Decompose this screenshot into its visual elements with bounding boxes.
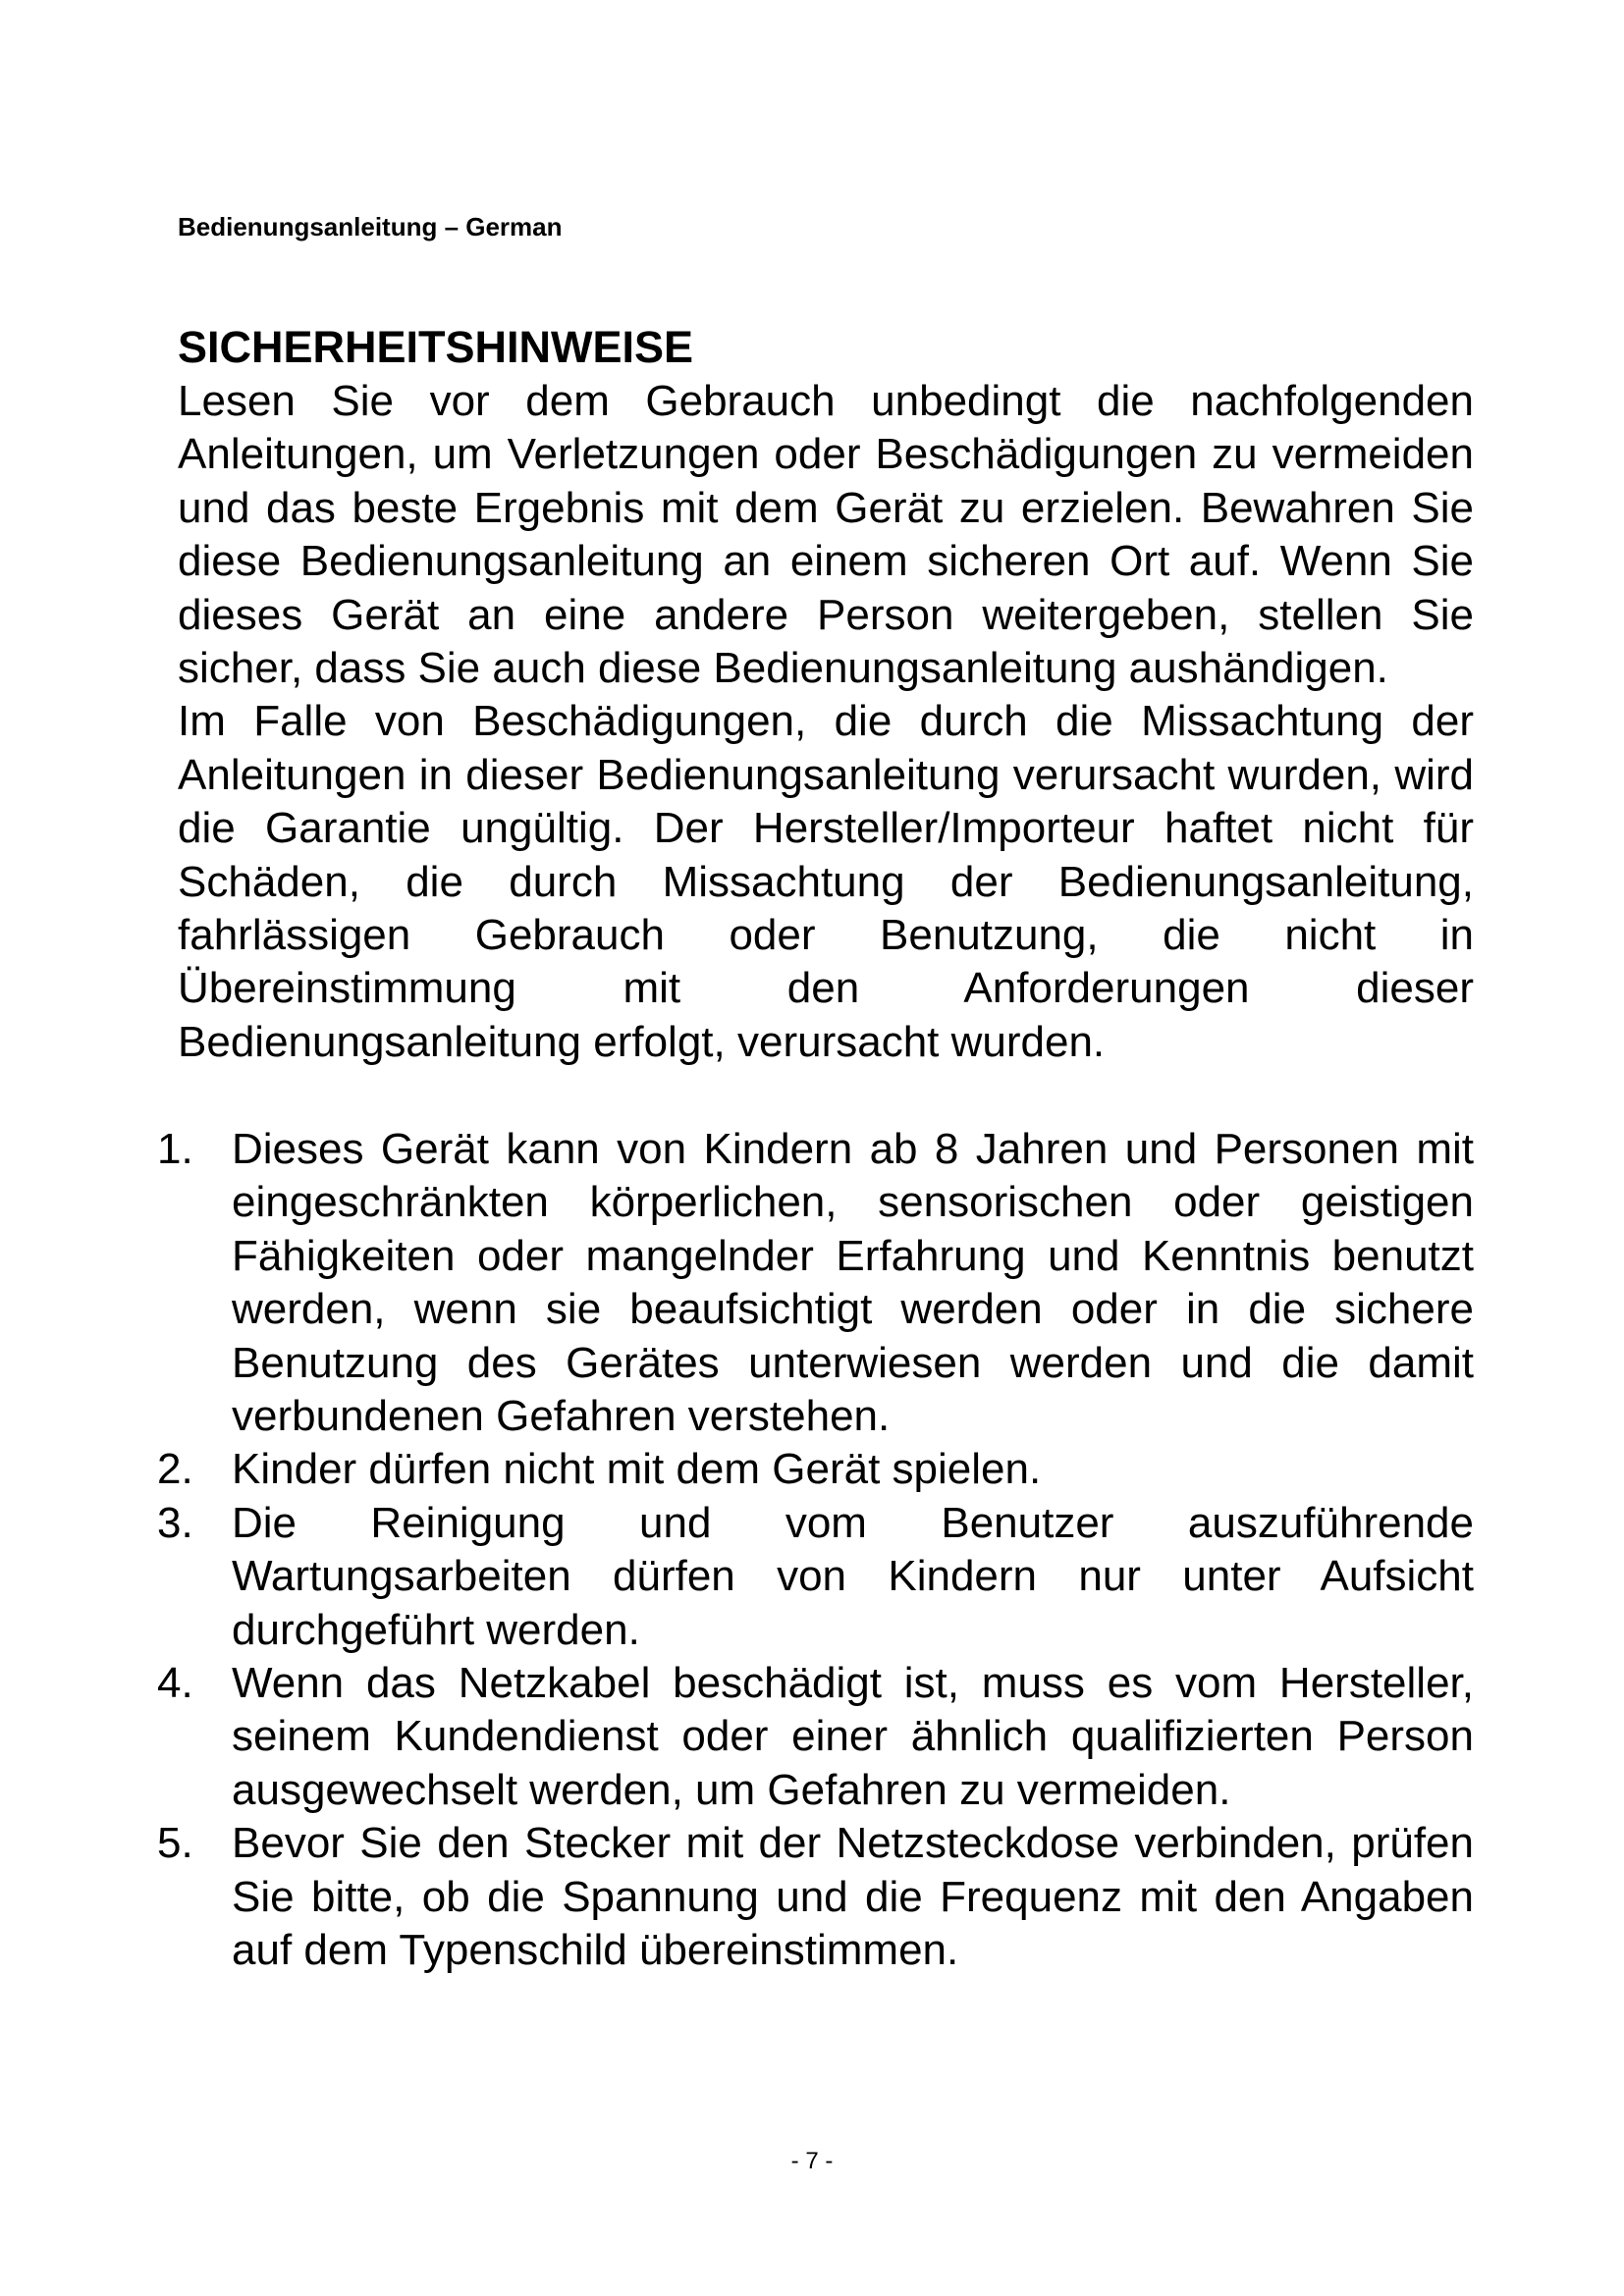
intro-paragraph: Lesen Sie vor dem Gebrauch unbedingt die nachfolgenden Anleitungen, um Verletzungen oder Beschädigungen zu vermeiden und das beste Ergebnis mit dem Gerät zu erzielen. Bewahren Sie diese Bedienungsanleitung an einem sicheren Ort auf. Wenn Sie dieses Gerät an eine andere Person weitergeben, stellen Sie sicher, dass Sie auch diese Bedienungsanleitung aushändigen. (178, 377, 1474, 693)
page-number: - 7 - (790, 2148, 834, 2174)
intro-text (178, 375, 1474, 1069)
item-number: 1. (157, 1125, 193, 1173)
item-text: Die Reinigung und vom Benutzer auszuführende Wartungsarbeiten dürfen von Kindern nur unter Aufsicht durchgeführt werden. (232, 1498, 1474, 1654)
item-number: 5. (157, 1819, 193, 1868)
item-text: Kinder dürfen nicht mit dem Gerät spielen. (232, 1445, 1042, 1494)
item-text: Dieses Gerät kann von Kindern ab 8 Jahren und Personen mit eingeschränkten körperlichen, sensorischen oder geistigen Fähigkeiten oder mangelnder Erfahrung und Kenntnis benutzt werden, wenn sie beaufsichtigt werden oder in die sichere Benutzung des Gerätes unterwiesen werden und die damit verbundenen Gefahren verstehen. (232, 1125, 1474, 1441)
item-text: Wenn das Netzkabel beschädigt ist, muss es vom Hersteller, seinem Kundendienst oder einer ähnlich qualifizierten Person ausgewechselt werden, um Gefahren zu vermeiden. (232, 1659, 1474, 1814)
safety-item (147, 1497, 1474, 1657)
item-number: 2. (157, 1445, 193, 1494)
running-header: Bedienungsanleitung – German (178, 212, 563, 241)
safety-list (147, 1123, 1474, 1978)
safety-item (147, 1443, 1474, 1496)
safety-item (147, 1657, 1474, 1817)
section-title: SICHERHEITSHINWEISE (178, 322, 694, 372)
item-number: 3. (157, 1498, 193, 1547)
item-text: Bevor Sie den Stecker mit der Netzsteckdose verbinden, prüfen Sie bitte, ob die Spannung und die Frequenz mit den Angaben auf dem Typenschild übereinstimmen. (232, 1819, 1474, 1975)
intro-paragraph: Im Falle von Beschädigungen, die durch die Missachtung der Anleitungen in dieser Bedienungsanleitung verursacht wurden, wird die Garantie ungültig. Der Hersteller/Importeur haftet nicht für Schäden, die durch Missachtung der Bedienungsanleitung, fahrlässigen Gebrauch oder Benutzung, die nicht in Übereinstimmung mit den Anforderungen dieser Bedienungsanleitung erfolgt, verursacht wurden. (178, 697, 1474, 1066)
safety-item (147, 1817, 1474, 1977)
item-number: 4. (157, 1659, 193, 1708)
safety-item (147, 1123, 1474, 1443)
